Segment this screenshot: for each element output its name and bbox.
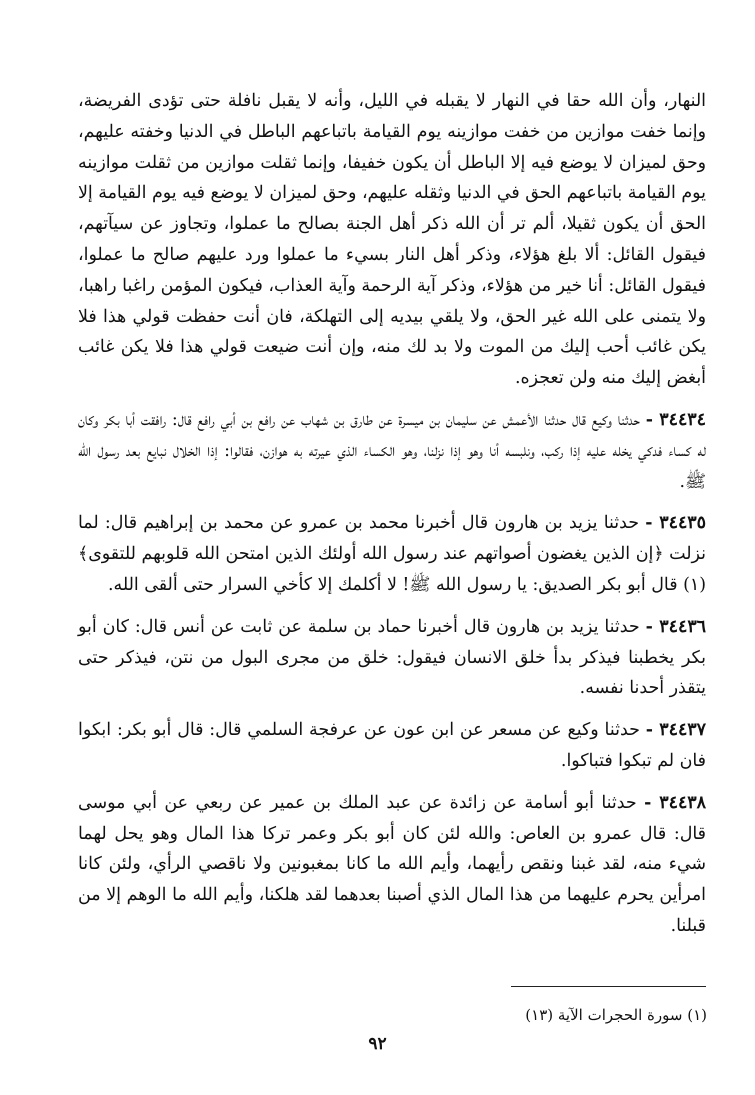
hadith-text: حدثنا وكيع عن مسعر عن ابن عون عن عرفجة السلمي قال: قال أبو بكر: ابكوا فان لم تبكوا فتباكوا. xyxy=(78,720,706,771)
page-number: ٩٢ xyxy=(368,1034,387,1054)
footnote: (١) سورة الحجرات الآية (١٣) xyxy=(525,1006,707,1024)
footnote-divider xyxy=(511,986,706,987)
hadith-number: ٣٤٤٣٧ - xyxy=(645,720,706,741)
paragraph-continued xyxy=(78,86,706,394)
paragraph-text: النهار، وأن الله حقا في النهار لا يقبله في الليل، وأنه لا يقبل نافلة حتى تؤدى الفريضة، وإنما خفت موازين من خفت موازينه يوم القيامة باتباعهم الباطل في الدنيا وخفته عليهم، وحق لميزان لا يوضع فيه إلا الباطل أن يكون خفيفا، وإنما ثقلت موازين من ثقلت موازينه يوم القيامة باتباعهم الحق في الدنيا وثقله عليهم، وحق لميزان لا يوضع فيه يوم القيامة إلا الحق أن يكون ثقيلا، ألم تر أن الله ذكر أهل الجنة بصالح ما عملوا، وتجاوز عن سيآتهم، فيقول القائل: ألا بلغ هؤلاء، وذكر أهل النار بسيء ما عملوا ورد عليهم صالح ما عملوا، فيقول القائل: أنا خير من هؤلاء، وذكر آية الرحمة وآية العذاب، فيكون المؤمن راغبا راهبا، ولا يتمنى على الله غير الحق، ولا يلقي بيديه إلى التهلكة، فان أنت حفظت قولي هذا فلا يكن غائب أحب إليك من الموت ولا بد لك منه، وإن أنت ضيعت قولي هذا فلا يكن غائب أبغض إليك منه ولن تعجزه. xyxy=(78,91,706,389)
hadith-34437 xyxy=(78,715,706,777)
hadith-34435 xyxy=(78,508,706,600)
hadith-number: ٣٤٤٣٦ - xyxy=(645,616,707,637)
hadith-number: ٣٤٤٣٤ - xyxy=(645,409,706,430)
hadith-34436 xyxy=(78,612,706,704)
hadith-text: حدثنا أبو أسامة عن زائدة عن عبد الملك بن عمير عن ربعي عن أبي موسى قال: قال عمرو بن العاص: والله لئن كان أبو بكر وعمر تركا هذا المال وهو يحل لهما شيء منه، لقد غبنا ونقص رأيهما، وأيم الله ما كانا بمغبونين ولا ناقصي الرأي، ولئن كانا امرأين يحرم عليهما من هذا المال الذي أصبنا بعدهما لقد هلكنا، وأيم الله ما الوهم إلا من قبلنا. xyxy=(78,792,706,936)
hadith-text: حدثنا يزيد بن هارون قال أخبرنا محمد بن عمرو عن محمد بن إبراهيم قال: لما نزلت ﴿إن الذين يغضون أصواتهم عند رسول الله أولئك الذين امتحن الله قلوبهم للتقوى﴾(١) قال أبو بكر الصديق: يا رسول الله ﷺ! لا أكلمك إلا كأخي السرار حتى ألقى الله. xyxy=(78,513,706,595)
hadith-34438 xyxy=(78,788,706,942)
hadith-text: حدثنا وكيع قال حدثنا الأعمش عن سليمان بن ميسرة عن طارق بن شهاب عن رافع بن أبي رافع قال: رافقت أبا بكر وكان له كساء فدكي يخله عليه إذا ركب، ونلبسه أنا وهو إذا نزلنا، وهو الكساء الذي عيرته به هوازن، فقالوا: إذا الخلال نبايع بعد رسول الله ﷺ. xyxy=(78,409,706,492)
hadith-number: ٣٤٤٣٥ - xyxy=(645,513,706,534)
hadith-number: ٣٤٤٣٨ - xyxy=(644,792,706,813)
hadith-34434 xyxy=(78,405,706,497)
hadith-text: حدثنا يزيد بن هارون قال أخبرنا حماد بن سلمة عن ثابت عن أنس قال: كان أبو بكر يخطبنا فيذكر بدأ خلق الانسان فيقول: خلق من مجرى البول من نتن، فيذكر حتى يتقذر أحدنا نفسه. xyxy=(78,616,706,699)
main-text xyxy=(78,86,706,942)
